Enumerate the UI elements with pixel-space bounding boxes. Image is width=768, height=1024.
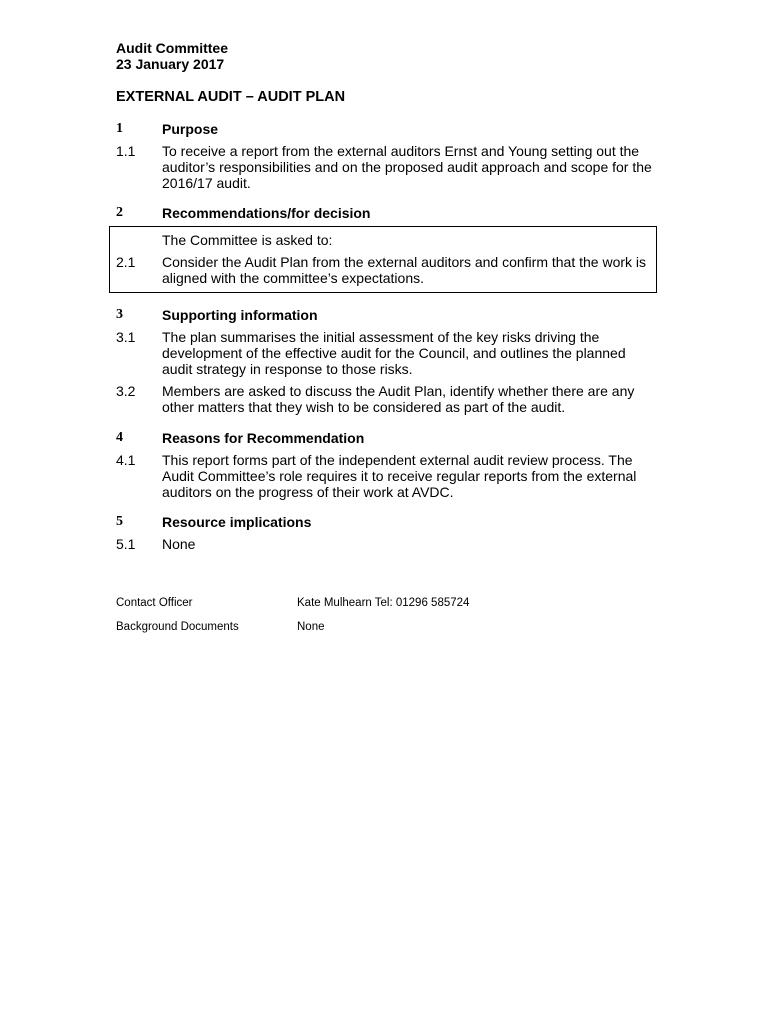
section-3-heading: Supporting information — [162, 307, 318, 323]
section-3-number: 3 — [116, 307, 123, 322]
item-4-1-text: This report forms part of the independent external audit review process. The Audit Committee’s role requires it to receive regular reports from the external auditors on the progress of their work at AVDC. — [162, 452, 637, 500]
section-4-number: 4 — [116, 430, 123, 445]
item-3-2-text: Members are asked to discuss the Audit Plan, identify whether there are any other matters that they wish to be considered as part of the audit. — [162, 383, 635, 415]
meeting-date: 23 January 2017 — [116, 56, 225, 72]
item-2-1-text: Consider the Audit Plan from the external auditors and confirm that the work is aligned with the committee’s expectations. — [162, 254, 647, 286]
section-1-heading: Purpose — [162, 121, 219, 137]
section-2-heading: Recommendations/for decision — [162, 205, 371, 221]
contact-officer-value: Kate Mulhearn Tel: 01296 585724 — [297, 597, 470, 609]
item-1-1-text: To receive a report from the external auditors Ernst and Young setting out the auditor’s responsibilities and on the proposed audit approach and scope for the 2016/17 audit. — [162, 143, 652, 191]
background-documents-value: None — [297, 621, 325, 633]
item-2-1-number: 2.1 — [116, 254, 136, 270]
background-documents-label: Background Documents — [116, 621, 239, 633]
item-1-1-number: 1.1 — [116, 143, 136, 159]
item-3-2-number: 3.2 — [116, 383, 136, 399]
item-5-1-number: 5.1 — [116, 536, 136, 552]
section-5-number: 5 — [116, 514, 123, 529]
committee-name: Audit Committee — [116, 40, 228, 56]
page-title: EXTERNAL AUDIT – AUDIT PLAN — [116, 89, 346, 105]
section-1-number: 1 — [116, 121, 123, 136]
section-4-heading: Reasons for Recommendation — [162, 430, 365, 446]
contact-officer-label: Contact Officer — [116, 597, 193, 609]
recommendation-intro: The Committee is asked to: — [162, 232, 333, 248]
item-3-1-text: The plan summarises the initial assessment of the key risks driving the development of the effective audit for the Council, and outlines the planned audit strategy in response to those risks. — [162, 329, 626, 377]
item-5-1-text: None — [162, 536, 196, 552]
item-4-1-number: 4.1 — [116, 452, 136, 468]
section-5-heading: Resource implications — [162, 514, 312, 530]
section-2-number: 2 — [116, 205, 123, 220]
item-3-1-number: 3.1 — [116, 329, 136, 345]
